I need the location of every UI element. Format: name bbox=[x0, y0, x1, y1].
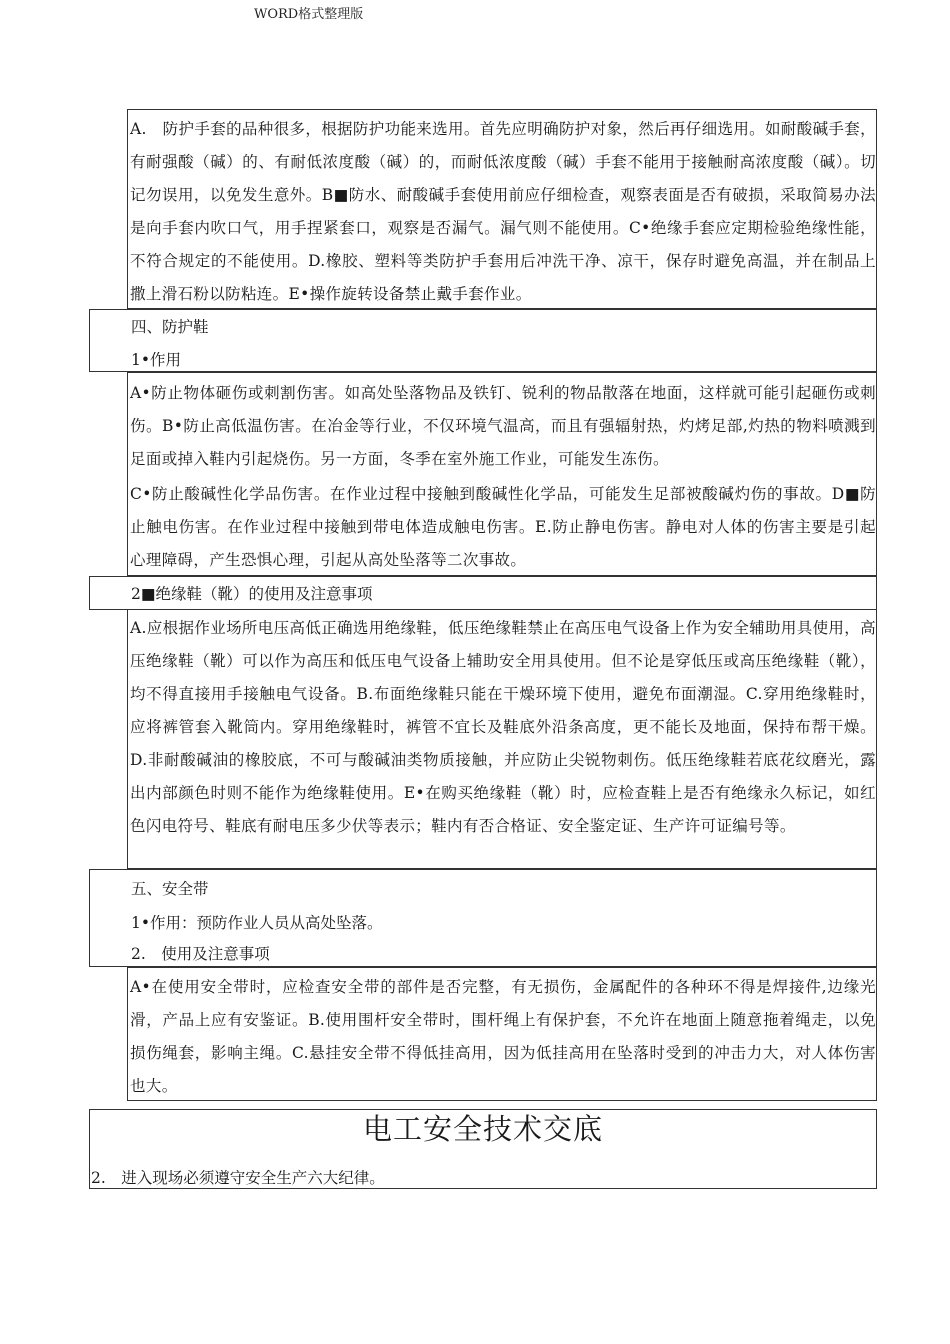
shoes-subheading-function: 1•作用 bbox=[131, 351, 182, 369]
divider-tick-left bbox=[89, 1142, 90, 1164]
header-note: WORD格式整理版 bbox=[254, 7, 364, 22]
shoes-function-text-1: A•防止物体砸伤或刺割伤害。如高处坠落物品及铁钉、锐利的物品散落在地面，这样就可能引起砸伤或刺伤。B•防止高低温伤害。在冶金等行业，不仅环境气温高，而且有强辐射热，灼烤足部,灼热的物料喷溅到足面或掉入鞋内引起烧伤。另一方面，冬季在室外施工作业，可能发生冻伤。 bbox=[130, 384, 876, 468]
belt-subheading-function: 1•作用：预防作业人员从高处坠落。 bbox=[131, 914, 383, 932]
shoes-heading: 四、防护鞋 bbox=[131, 318, 209, 336]
electrician-title: 电工安全技术交底 bbox=[362, 1112, 603, 1146]
electrician-item-2: 2. 进入现场必须遵守安全生产六大纪律。 bbox=[91, 1169, 385, 1187]
belt-notes-text: A•在使用安全带时，应检查安全带的部件是否完整，有无损伤，金属配件的各种环不得是焊接件,边缘光滑，产品上应有安鉴证。B.使用围杆安全带时，围杆绳上有保护套，不允许在地面上随意拖着绳走，以免损伤绳套，影响主绳。C.悬挂安全带不得低挂高用，因为低挂高用在坠落时受到的冲击力大，对人体伤害也大。 bbox=[130, 978, 876, 1095]
insulating-shoes-notes-text: A.应根据作业场所电压高低正确选用绝缘鞋，低压绝缘鞋禁止在高压电气设备上作为安全辅助用具使用，高压绝缘鞋（靴）可以作为高压和低压电气设备上辅助安全用具使用。但不论是穿低压或高压绝缘鞋（靴），均不得直接用手接触电气设备。B.布面绝缘鞋只能在干燥环境下使用，避免布面潮湿。C.穿用绝缘鞋时，应将裤管套入靴筒内。穿用绝缘鞋时，裤管不宜长及鞋底外沿条高度，更不能长及地面，保持布帮干燥。D.非耐酸碱油的橡胶底，不可与酸碱油类物质接触，并应防止尖锐物刺伤。低压绝缘鞋若底花纹磨光，露出内部颜色时则不能作为绝缘鞋使用。E•在购买绝缘鞋（靴）时，应检查鞋上是否有绝缘永久标记，如红色闪电符号、鞋底有耐电压多少伏等表示；鞋内有否合格证、安全鉴定证、生产许可证编号等。 bbox=[130, 619, 876, 835]
gloves-notes-text: A. 防护手套的品种很多，根据防护功能来选用。首先应明确防护对象，然后再仔细选用。如耐酸碱手套，有耐强酸（碱）的、有耐低浓度酸（碱）的，而耐低浓度酸（碱）手套不能用于接触耐高浓度酸（碱）。切记勿误用，以免发生意外。B■防水、耐酸碱手套使用前应仔细检查，观察表面是否有破损，采取简易办法是向手套内吹口气，用手捏紧套口，观察是否漏气。漏气则不能使用。C•绝缘手套应定期检验绝缘性能，不符合规定的不能使用。D.橡胶、塑料等类防护手套用后冲洗干净、凉干，保存时避免高温，并在制品上撒上滑石粉以防粘连。E•操作旋转设备禁止戴手套作业。 bbox=[130, 120, 876, 303]
divider-tick-right bbox=[876, 1142, 877, 1164]
belt-subheading-usage: 2. 使用及注意事项 bbox=[131, 945, 270, 963]
shoes-function-text-2: C•防止酸碱性化学品伤害。在作业过程中接触到酸碱性化学品，可能发生足部被酸碱灼伤的事故。D■防止触电伤害。在作业过程中接触到带电体造成触电伤害。E.防止静电伤害。静电对人体的伤害主要是引起心理障碍，产生恐惧心理，引起从高处坠落等二次事故。 bbox=[130, 485, 876, 569]
belt-heading: 五、安全带 bbox=[131, 880, 209, 898]
insulating-shoes-heading: 2■绝缘鞋（靴）的使用及注意事项 bbox=[131, 585, 373, 603]
